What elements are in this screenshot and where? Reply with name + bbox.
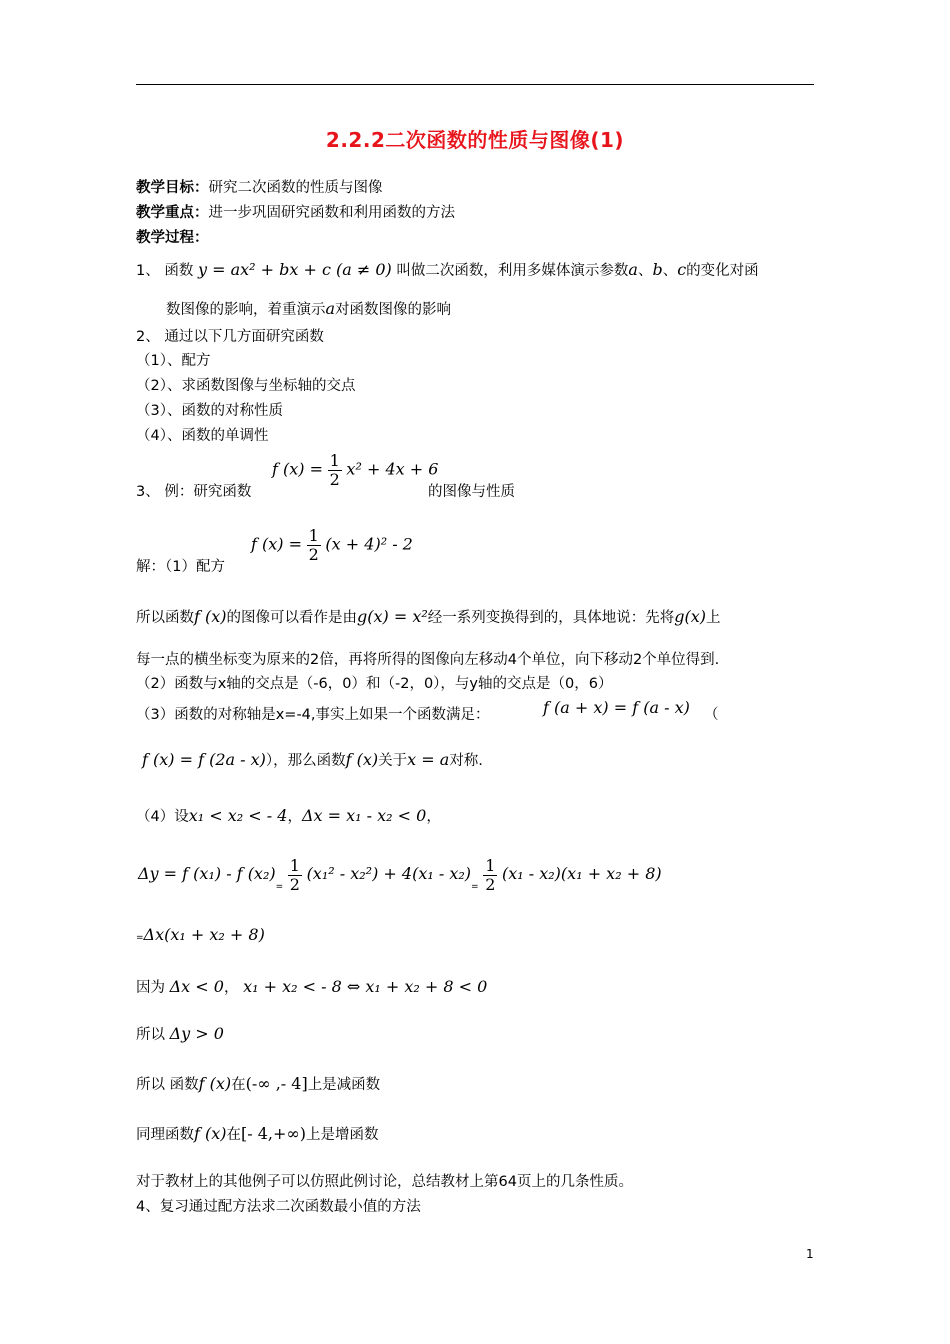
- dy-a: Δy = f (x₁) - f (x₂): [138, 864, 276, 883]
- p1-sep1: 、: [637, 263, 653, 279]
- param-a: a: [628, 260, 638, 279]
- param-b: b: [652, 260, 663, 279]
- sol4-f1: x₁ < x₂ < - 4: [188, 806, 288, 825]
- fraction-half: [483, 857, 497, 894]
- dy-b: (x₁² - x₂²) + 4(x₁ - x₂): [306, 864, 472, 883]
- because-comma: ，: [223, 980, 239, 996]
- inc-t1: 同理函数: [136, 1127, 194, 1143]
- because-f1: Δx < 0: [169, 977, 224, 996]
- example-f-left: f (x) =: [272, 459, 324, 479]
- frac-num: 1: [289, 855, 300, 875]
- example-formula: [272, 452, 438, 489]
- therefore-line: [136, 1024, 224, 1045]
- sol3-t3: 关于: [378, 753, 408, 769]
- dec-t3: 上是减函数: [307, 1077, 381, 1093]
- list-item: （3）、函数的对称性质: [136, 403, 283, 419]
- frac-num: 1: [485, 855, 496, 875]
- inc-f: f (x): [194, 1124, 227, 1143]
- example-label: 3、 例：研究函数: [136, 484, 252, 500]
- because-label: 因为: [136, 980, 165, 996]
- param-c: c: [677, 260, 687, 279]
- frac-num: 1: [308, 526, 319, 545]
- sol3-paren: （: [704, 707, 719, 723]
- frac-den: 2: [308, 545, 319, 564]
- objectives-text: 研究二次函数的性质与图像: [208, 180, 383, 196]
- sol4-comma1: ，: [287, 809, 302, 825]
- list-item: （4）、函数的单调性: [136, 428, 269, 444]
- p1-line2a: 数图像的影响，着重演示: [166, 302, 326, 318]
- frac-den: 2: [329, 470, 340, 489]
- solution-1-label: 解：（1）配方: [136, 559, 225, 575]
- example-f-right: x² + 4x + 6: [346, 459, 439, 479]
- solution-3-line-1: [136, 705, 490, 725]
- sol4-label: （4）设: [136, 809, 189, 825]
- solution-4-line: [136, 806, 441, 827]
- paragraph-4: 4、复习通过配方法求二次函数最小值的方法: [136, 1199, 421, 1215]
- frac-num: 1: [329, 451, 340, 470]
- sol3-t4: 对称.: [449, 753, 483, 769]
- p1-num: 1、 函数: [136, 263, 194, 279]
- paragraph-1-line-2: [166, 299, 451, 320]
- sol3-t1: （3）函数的对称轴是x=-4,事实上如果一个函数满足：: [136, 707, 490, 723]
- keypoints-line: [136, 203, 455, 223]
- dy-eq2: =: [471, 882, 479, 892]
- objectives-line: [136, 178, 383, 198]
- inc-t3: 上是增函数: [306, 1127, 379, 1143]
- fraction-half: [288, 857, 302, 894]
- other-examples: 对于教材上的其他例子可以仿照此例讨论，总结教材上第64页上的几条性质。: [136, 1174, 633, 1190]
- dy-c: (x₁ - x₂)(x₁ + x₂ + 8): [501, 864, 662, 883]
- p1-text2: 的变化对函: [686, 263, 759, 279]
- objectives-label: 教学目标：: [136, 180, 209, 196]
- sol4-f2: Δx = x₁ - x₂ < 0: [301, 806, 427, 825]
- keypoints-label: 教学重点：: [136, 205, 209, 221]
- frac-den: 2: [289, 874, 300, 894]
- dec-t1: 所以 函数: [136, 1077, 199, 1093]
- keypoints-text: 进一步巩固研究函数和利用函数的方法: [208, 205, 455, 221]
- sol3-f3: f (x): [345, 750, 379, 769]
- increasing-line: [136, 1124, 379, 1145]
- p1-line2b: 对函数图像的影响: [335, 302, 452, 318]
- transform-line-2: 每一点的横坐标变为原来的2倍，再将所得的图像向左移动4个单位，向下移动2个单位得到.: [136, 652, 720, 668]
- dx-eq: =: [136, 933, 144, 943]
- inc-t2: 在: [226, 1127, 242, 1143]
- example-tail: 的图像与性质: [428, 484, 515, 500]
- page-title: 2.2.2二次函数的性质与图像(1): [325, 128, 625, 152]
- dec-t2: 在: [231, 1077, 246, 1093]
- frac-den: 2: [485, 874, 496, 894]
- trans-t3: 经一系列变换得到的，具体地说：先将: [427, 610, 675, 626]
- solution-3-line-2: [142, 750, 483, 771]
- decreasing-line: [136, 1074, 380, 1095]
- fraction-half: [328, 452, 342, 489]
- so1-f: Δy > 0: [169, 1024, 224, 1043]
- completed-square-formula: [251, 527, 413, 564]
- p1-sep2: 、: [662, 263, 678, 279]
- inc-interval: [- 4,+∞): [241, 1124, 306, 1143]
- page-number: 1: [806, 1247, 814, 1261]
- because-line: [136, 977, 487, 998]
- symmetry-condition: [543, 698, 690, 719]
- dx-f: Δx(x₁ + x₂ + 8): [143, 925, 265, 944]
- sol4-comma2: ，: [426, 809, 441, 825]
- trans-g: g(x) = x²: [357, 607, 428, 626]
- param-a-2: a: [325, 299, 336, 318]
- sol1-f-right: (x + 4)² - 2: [325, 534, 413, 554]
- sol3-f1: f (a + x) = f (a - x): [543, 698, 690, 717]
- because-f2: x₁ + x₂ < - 8 ⇔ x₁ + x₂ + 8 < 0: [243, 977, 488, 996]
- process-label-text: 教学过程：: [136, 230, 209, 246]
- fraction-half: [307, 527, 321, 564]
- sol3-f2: f (x) = f (2a - x): [142, 750, 266, 769]
- sol1-f-left: f (x) =: [251, 534, 303, 554]
- trans-t4: 上: [706, 610, 721, 626]
- solution-2: （2）函数与x轴的交点是（-6，0）和（-2，0），与y轴的交点是（0，6）: [136, 676, 613, 692]
- header-rule: [136, 84, 814, 85]
- delta-x-product: [136, 925, 265, 948]
- trans-g2: g(x): [674, 607, 707, 626]
- p1-text1: 叫做二次函数，利用多媒体演示参数: [396, 263, 629, 279]
- transform-line-1: [136, 607, 721, 628]
- process-label: [136, 228, 209, 248]
- trans-t1: 所以函数: [136, 610, 194, 626]
- trans-f: f (x): [194, 607, 227, 626]
- paragraph-1-line-1: [136, 260, 759, 281]
- list-item: （2）、求函数图像与坐标轴的交点: [136, 378, 356, 394]
- paragraph-2: 2、 通过以下几方面研究函数: [136, 329, 324, 345]
- quadratic-formula: y = ax² + bx + c (a ≠ 0): [197, 260, 392, 279]
- so1-label: 所以: [136, 1027, 165, 1043]
- dy-eq1: =: [275, 882, 284, 892]
- dec-f: f (x): [198, 1074, 232, 1093]
- sol3-f4: x = a: [407, 750, 450, 769]
- delta-y-equation: [138, 852, 662, 909]
- list-item: （1）、配方: [136, 353, 211, 369]
- sol3-t2: ），那么函数: [265, 753, 346, 769]
- trans-t2: 的图像可以看作是由: [226, 610, 358, 626]
- dec-interval: (-∞ ,- 4]: [245, 1074, 308, 1093]
